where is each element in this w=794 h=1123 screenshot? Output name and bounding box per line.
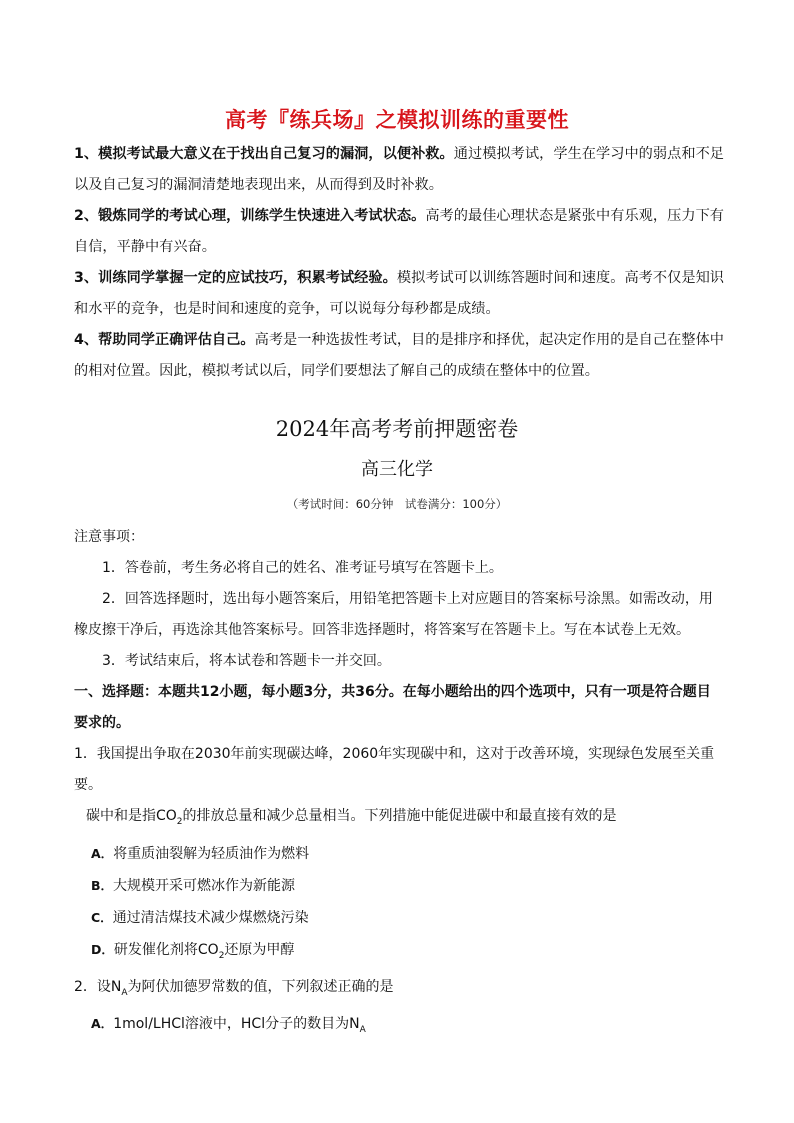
option-text: 将重质油裂解为轻质油作为燃料 bbox=[113, 845, 310, 862]
q1-text-b: 的排放总量和减少总量相当。下列措施中能促进碳中和最直接有效的是 bbox=[182, 808, 617, 824]
option-subscript: 2 bbox=[218, 950, 225, 961]
section-title: 一、选择题：本题共12小题，每小题3分，共36分。在每小题给出的四个选项中，只有一项是符合题目要求的。 bbox=[74, 684, 711, 731]
exam-body bbox=[74, 522, 724, 1046]
option-text: 大规模开采可燃冰作为新能源 bbox=[113, 877, 296, 894]
option-text-a: 研发催化剂将CO bbox=[113, 941, 219, 958]
q2-subscript: A bbox=[121, 987, 128, 998]
intro-paragraph-3 bbox=[74, 263, 724, 325]
q1-subscript: 2 bbox=[176, 816, 183, 827]
option-text-b: 还原为甲醇 bbox=[224, 941, 295, 958]
intro-section bbox=[74, 139, 724, 387]
intro-point-2: 2、锻炼同学的考试心理，训练学生快速进入考试状态。 bbox=[74, 208, 426, 224]
option-text: 1mol/LHCl溶液中，HCl分子的数目为N bbox=[113, 1016, 360, 1033]
intro-text-3: 模拟考试可以训练答题时间和速度。高考不仅是知识和水平的竞争，也是时间和速度的竞争，可以说每分每秒都是成绩。 bbox=[74, 270, 724, 317]
q1-option-b bbox=[74, 870, 724, 902]
exam-subject: 高三化学 bbox=[361, 459, 433, 480]
page-title: 高考『练兵场』之模拟训练的重要性 bbox=[225, 108, 569, 132]
q1-option-c bbox=[74, 902, 724, 934]
option-letter: B． bbox=[91, 877, 114, 893]
question-2-stem bbox=[74, 972, 724, 1009]
option-letter: A． bbox=[91, 845, 114, 861]
q1-option-d bbox=[74, 934, 724, 972]
intro-point-4: 4、帮助同学正确评估自己。 bbox=[74, 332, 255, 348]
option-letter: D． bbox=[91, 941, 114, 957]
intro-paragraph-2 bbox=[74, 201, 724, 263]
exam-meta: （考试时间：60分钟 试卷满分：100分） bbox=[286, 497, 508, 511]
option-letter: C． bbox=[91, 909, 113, 925]
q2-option-a bbox=[74, 1008, 724, 1046]
q1-option-a bbox=[74, 838, 724, 870]
intro-point-1: 1、模拟考试最大意义在于找出自己复习的漏洞，以便补救。 bbox=[74, 146, 454, 162]
notes-heading: 注意事项： bbox=[74, 529, 144, 545]
intro-point-3: 3、训练同学掌握一定的应试技巧，积累考试经验。 bbox=[74, 270, 397, 286]
intro-paragraph-1 bbox=[74, 139, 724, 201]
note-item-1: 1．答卷前，考生务必将自己的姓名、准考证号填写在答题卡上。 bbox=[102, 560, 503, 576]
option-letter: A． bbox=[91, 1016, 114, 1032]
intro-text-4: 高考是一种选拔性考试，目的是排序和择优，起决定作用的是自己在整体中的相对位置。因此，模拟考试以后，同学们要想法了解自己的成绩在整体中的位置。 bbox=[74, 332, 724, 379]
intro-text-1: 通过模拟考试，学生在学习中的弱点和不足以及自己复习的漏洞清楚地表现出来，从而得到及时补救。 bbox=[74, 146, 724, 193]
note-item-3: 3．考试结束后，将本试卷和答题卡一并交回。 bbox=[102, 653, 391, 669]
q2-text-b: 为阿伏加德罗常数的值，下列叙述正确的是 bbox=[127, 978, 394, 995]
exam-title: 2024年高考考前押题密卷 bbox=[275, 417, 519, 441]
intro-text-2: 高考的最佳心理状态是紧张中有乐观，压力下有自信，平静中有兴奋。 bbox=[74, 208, 724, 255]
note-item-2: 2．回答选择题时，选出每小题答案后，用铅笔把答题卡上对应题目的答案标号涂黑。如需改动，用橡皮擦干净后，再选涂其他答案标号。回答非选择题时，将答案写在答题卡上。写在本试卷上无效。 bbox=[74, 591, 713, 638]
question-1-stem-continued bbox=[74, 801, 724, 838]
option-subscript: A bbox=[359, 1025, 366, 1036]
option-text: 通过清洁煤技术减少煤燃烧污染 bbox=[112, 909, 309, 926]
q1-text-a: 碳中和是指CO bbox=[86, 808, 177, 824]
question-1-stem: 1．我国提出争取在2030年前实现碳达峰，2060年实现碳中和，这对于改善环境，实现绿色发展至关重要。 bbox=[74, 746, 715, 793]
q2-text-a: 2．设N bbox=[74, 978, 122, 995]
intro-paragraph-4 bbox=[74, 325, 724, 387]
